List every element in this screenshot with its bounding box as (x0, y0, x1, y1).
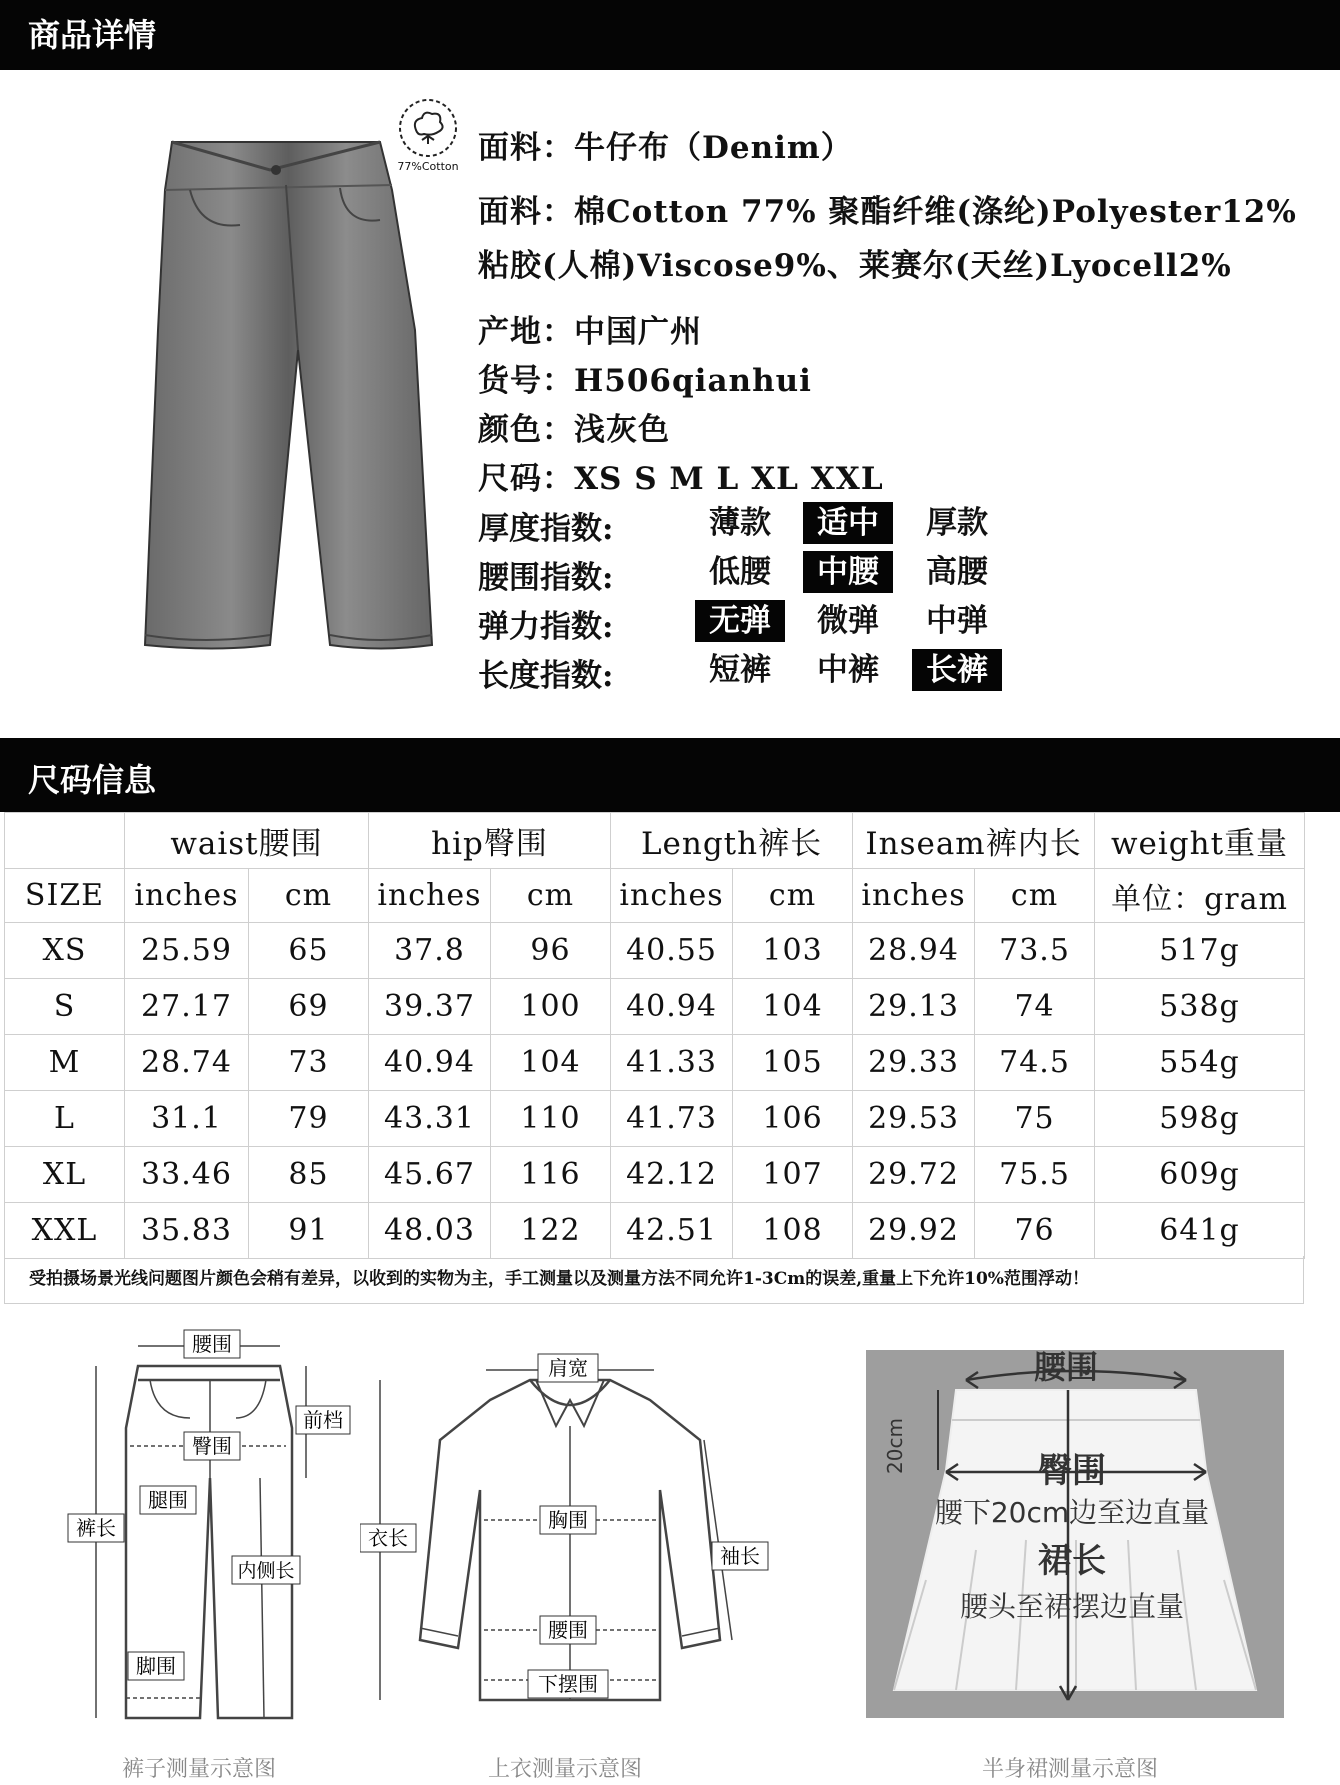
table-cell: 28.94 (853, 923, 975, 979)
shirt-label-length: 衣长 (368, 1526, 408, 1550)
group-header-waist: waist腰围 (125, 813, 369, 869)
table-row (5, 979, 1305, 1035)
table-cell: 41.33 (611, 1035, 733, 1091)
table-cell: 116 (491, 1147, 611, 1203)
index-option: 薄款 (709, 505, 771, 541)
table-cell: 31.1 (125, 1091, 249, 1147)
table-cell: 42.12 (611, 1147, 733, 1203)
group-header-inseam: Inseam裤内长 (853, 813, 1095, 869)
sizes-info: 尺码：XS S M L XL XXL (478, 461, 884, 497)
table-cell: 40.94 (369, 1035, 491, 1091)
table-cell: 29.72 (853, 1147, 975, 1203)
shirt-label-shoulder: 肩宽 (548, 1356, 588, 1380)
table-cell: 91 (249, 1203, 369, 1259)
skirt-diagram-caption: 半身裙测量示意图 (982, 1757, 1159, 1782)
section-header-size-info: 尺码信息 (0, 738, 1340, 812)
skirt-label-hip-desc: 腰下20cm边至边直量 (934, 1496, 1210, 1529)
table-cell: 554g (1095, 1035, 1305, 1091)
table-cell: 74.5 (975, 1035, 1095, 1091)
table-cell: 75 (975, 1091, 1095, 1147)
skirt-label-length: 裙长 (1038, 1541, 1106, 1581)
table-cell: 29.92 (853, 1203, 975, 1259)
table-cell: 27.17 (125, 979, 249, 1035)
size-cell: M (5, 1035, 125, 1091)
table-cell: 122 (491, 1203, 611, 1259)
table-unit-row (5, 869, 1305, 923)
table-cell: 40.55 (611, 923, 733, 979)
table-cell: 45.67 (369, 1147, 491, 1203)
pants-label-rise: 前档 (303, 1408, 343, 1432)
index-option-selected: 中腰 (803, 551, 893, 593)
unit-inches: inches (853, 869, 975, 923)
unit-inches: inches (611, 869, 733, 923)
table-cell: 103 (733, 923, 853, 979)
table-cell: 110 (491, 1091, 611, 1147)
cotton-badge-caption: 77%Cotton (397, 160, 459, 173)
table-cell: 35.83 (125, 1203, 249, 1259)
weight-unit: 单位：gram (1095, 869, 1305, 923)
table-cell: 40.94 (611, 979, 733, 1035)
pants-label-inseam: 内侧长 (237, 1560, 295, 1582)
table-row (5, 923, 1305, 979)
table-cell: 73.5 (975, 923, 1095, 979)
table-cell: 75.5 (975, 1147, 1095, 1203)
index-option: 中裤 (817, 652, 879, 688)
color-info: 颜色：浅灰色 (478, 412, 670, 448)
table-cell: 107 (733, 1147, 853, 1203)
table-cell: 43.31 (369, 1091, 491, 1147)
skirt-label-hip: 臀围 (1038, 1451, 1106, 1491)
table-cell: 106 (733, 1091, 853, 1147)
index-label: 腰围指数: (478, 560, 614, 596)
size-table (4, 812, 1305, 1259)
index-option: 厚款 (926, 505, 988, 541)
measurement-note: 受拍摄场景光线问题图片颜色会稍有差异，以收到的实物为主，手工测量以及测量方法不同允许1-3Cm的误差,重量上下允许10%范围浮动！ (4, 1256, 1304, 1304)
table-cell: 100 (491, 979, 611, 1035)
shirt-label-sleeve: 袖长 (720, 1544, 760, 1568)
pants-measurement-diagram (60, 1318, 360, 1730)
table-cell: 41.73 (611, 1091, 733, 1147)
size-cell: XS (5, 923, 125, 979)
group-header-weight: weight重量 (1095, 813, 1305, 869)
table-cell: 39.37 (369, 979, 491, 1035)
table-row (5, 1147, 1305, 1203)
table-group-header-row (5, 813, 1305, 869)
table-cell: 79 (249, 1091, 369, 1147)
size-cell: S (5, 979, 125, 1035)
shirt-label-waist: 腰围 (548, 1618, 588, 1642)
unit-inches: inches (125, 869, 249, 923)
unit-cm: cm (975, 869, 1095, 923)
composition-line-2: 粘胶(人棉)Viscose9%、莱赛尔(天丝)Lyocell2% (478, 248, 1232, 284)
table-cell: 641g (1095, 1203, 1305, 1259)
table-cell: 609g (1095, 1147, 1305, 1203)
cotton-flower-icon (396, 96, 460, 160)
table-cell: 65 (249, 923, 369, 979)
shirt-diagram-caption: 上衣测量示意图 (488, 1757, 643, 1782)
table-cell: 104 (491, 1035, 611, 1091)
shirt-label-chest: 胸围 (548, 1508, 588, 1532)
index-label: 长度指数: (478, 658, 614, 694)
skirt-label-length-desc: 腰头至裙摆边直量 (959, 1590, 1185, 1623)
index-label: 厚度指数: (478, 511, 614, 547)
size-cell: XL (5, 1147, 125, 1203)
index-option-selected: 长裤 (912, 649, 1002, 691)
size-cell: XXL (5, 1203, 125, 1259)
index-option: 短裤 (709, 652, 771, 688)
table-corner-cell (5, 813, 125, 869)
unit-cm: cm (733, 869, 853, 923)
unit-cm: cm (249, 869, 369, 923)
table-cell: 104 (733, 979, 853, 1035)
table-row (5, 1203, 1305, 1259)
table-cell: 69 (249, 979, 369, 1035)
group-header-hip: hip臀围 (369, 813, 611, 869)
table-cell: 33.46 (125, 1147, 249, 1203)
table-cell: 74 (975, 979, 1095, 1035)
skirt-label-20cm: 20cm (883, 1418, 907, 1474)
table-cell: 76 (975, 1203, 1095, 1259)
index-label: 弹力指数: (478, 609, 614, 645)
table-cell: 108 (733, 1203, 853, 1259)
origin-info: 产地：中国广州 (478, 314, 702, 350)
table-cell: 598g (1095, 1091, 1305, 1147)
shirt-measurement-diagram (360, 1340, 780, 1734)
table-cell: 538g (1095, 979, 1305, 1035)
index-option-selected: 无弹 (695, 600, 785, 642)
table-cell: 28.74 (125, 1035, 249, 1091)
table-cell: 105 (733, 1035, 853, 1091)
unit-inches: inches (369, 869, 491, 923)
size-cell: L (5, 1091, 125, 1147)
table-cell: 42.51 (611, 1203, 733, 1259)
fabric-info: 面料：牛仔布（Denim） (478, 130, 853, 166)
item-number-info: 货号：H506qianhui (478, 363, 812, 399)
table-cell: 85 (249, 1147, 369, 1203)
table-cell: 73 (249, 1035, 369, 1091)
table-row (5, 1091, 1305, 1147)
table-cell: 48.03 (369, 1203, 491, 1259)
table-cell: 29.53 (853, 1091, 975, 1147)
unit-cm: cm (491, 869, 611, 923)
skirt-measurement-diagram (866, 1350, 1284, 1718)
section-header-product-details: 商品详情 (0, 0, 1340, 70)
table-cell: 517g (1095, 923, 1305, 979)
jeans-product-image (130, 130, 460, 665)
table-cell: 96 (491, 923, 611, 979)
cotton-badge (384, 96, 472, 173)
index-option: 中弹 (926, 603, 988, 639)
pants-label-length: 裤长 (76, 1516, 116, 1540)
table-cell: 29.33 (853, 1035, 975, 1091)
index-option: 低腰 (709, 554, 771, 590)
index-option: 微弹 (817, 603, 879, 639)
pants-label-leg-opening: 脚围 (136, 1654, 176, 1678)
index-option: 高腰 (926, 554, 988, 590)
composition-line-1: 面料：棉Cotton 77% 聚酯纤维(涤纶)Polyester12% (478, 194, 1297, 230)
size-column-header: SIZE (5, 869, 125, 923)
table-row (5, 1035, 1305, 1091)
pants-label-hip: 臀围 (192, 1434, 232, 1458)
table-cell: 37.8 (369, 923, 491, 979)
index-option-selected: 适中 (803, 502, 893, 544)
pants-diagram-caption: 裤子测量示意图 (122, 1757, 277, 1782)
shirt-label-hem: 下摆围 (538, 1672, 598, 1696)
group-header-length: Length裤长 (611, 813, 853, 869)
skirt-label-waist: 腰围 (1033, 1350, 1099, 1386)
table-cell: 25.59 (125, 923, 249, 979)
pants-label-waist: 腰围 (192, 1332, 232, 1356)
pants-label-thigh: 腿围 (148, 1488, 188, 1512)
table-cell: 29.13 (853, 979, 975, 1035)
